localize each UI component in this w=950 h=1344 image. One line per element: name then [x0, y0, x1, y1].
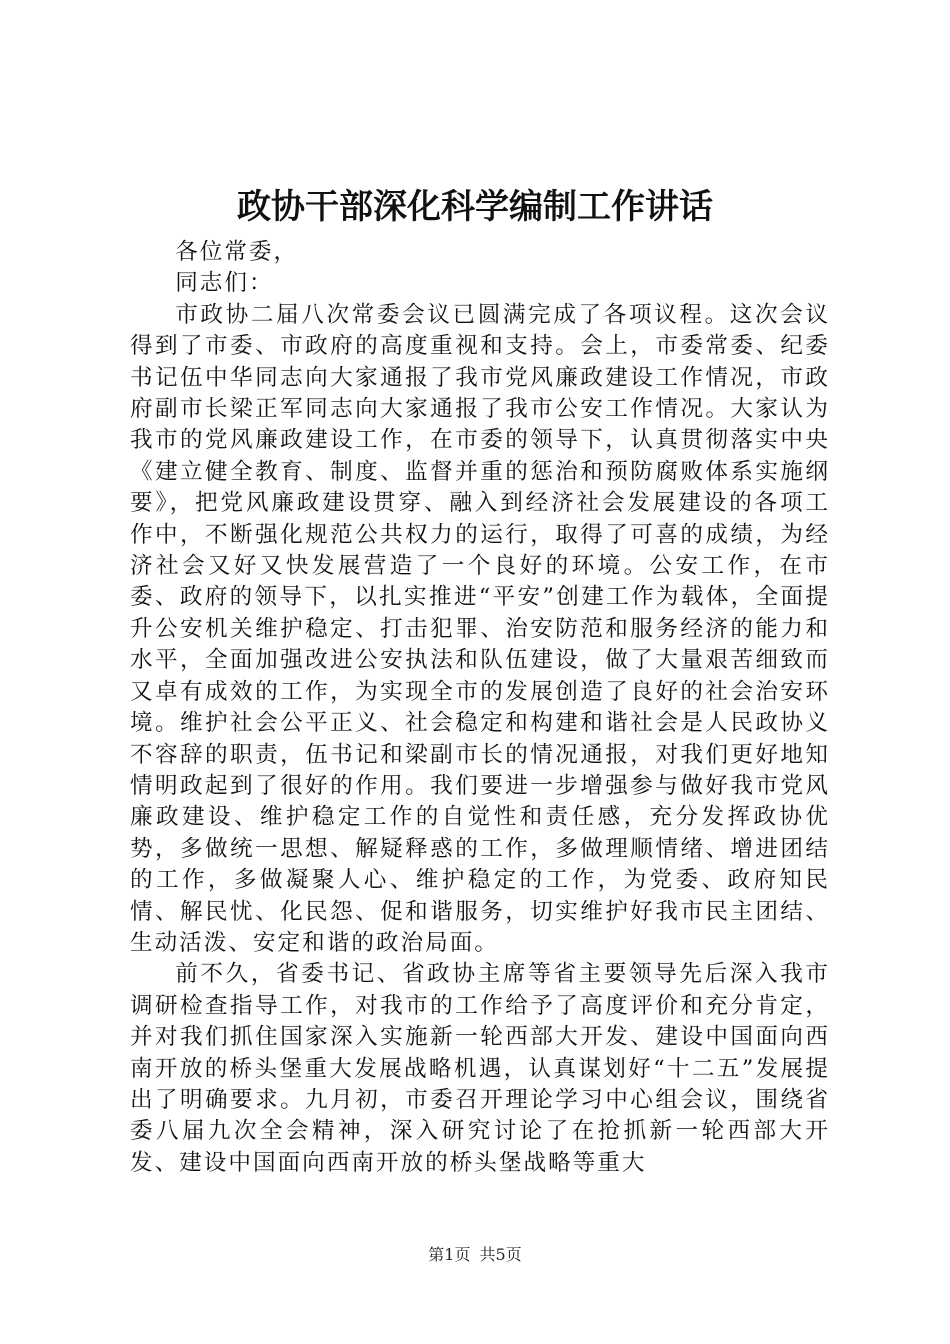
- page-total: 共5页: [479, 1245, 522, 1264]
- body-paragraph: 前不久，省委书记、省政协主席等省主要领导先后深入我市调研检查指导工作，对我市的工作给予了高度评价和充分肯定，并对我们抓住国家深入实施新一轮西部大开发、建设中国面向西南开放的桥头堡重大发展战略机遇，认真谋划好“十二五”发展提出了明确要求。九月初，市委召开理论学习中心组会议，围绕省委八届九次全会精神，深入研究讨论了在抢抓新一轮西部大开发、建设中国面向西南开放的桥头堡战略等重大: [130, 961, 830, 1176]
- page-number: 第1页: [428, 1245, 471, 1264]
- document-title: 政协干部深化科学编制工作讲话: [237, 187, 713, 227]
- salutation-line: 同志们：: [175, 270, 274, 297]
- document-body: [130, 237, 830, 1179]
- salutation-line: 各位常委，: [175, 239, 299, 265]
- page-footer: [0, 1244, 950, 1266]
- body-paragraph: 市政协二届八次常委会议已圆满完成了各项议程。这次会议得到了市委、市政府的高度重视和支持。会上，市委常委、纪委书记伍中华同志向大家通报了我市党风廉政建设工作情况，市政府副市长梁正军同志向大家通报了我市公安工作情况。大家认为我市的党风廉政建设工作，在市委的领导下，认真贯彻落实中央《建立健全教育、制度、监督并重的惩治和预防腐败体系实施纲要》，把党风廉政建设贯穿、融入到经济社会发展建设的各项工作中，不断强化规范公共权力的运行，取得了可喜的成绩，为经济社会又好又快发展营造了一个良好的环境。公安工作，在市委、政府的领导下，以扎实推进“平安”创建工作为载体，全面提升公安机关维护稳定、打击犯罪、治安防范和服务经济的能力和水平，全面加强改进公安执法和队伍建设，做了大量艰苦细致而又卓有成效的工作，为实现全市的发展创造了良好的社会治安环境。维护社会公平正义、社会稳定和构建和谐社会是人民政协义不容辞的职责，伍书记和梁副市长的情况通报，对我们更好地知情明政起到了很好的作用。我们要进一步增强参与做好我市党风廉政建设、维护稳定工作的自觉性和责任感，充分发挥政协优势，多做统一思想、解疑释惑的工作，多做理顺情绪、增进团结的工作，多做凝聚人心、维护稳定的工作，为党委、政府知民情、解民忧、化民怨、促和谐服务，切实维护好我市民主团结、生动活泼、安定和谐的政治局面。: [130, 301, 830, 956]
